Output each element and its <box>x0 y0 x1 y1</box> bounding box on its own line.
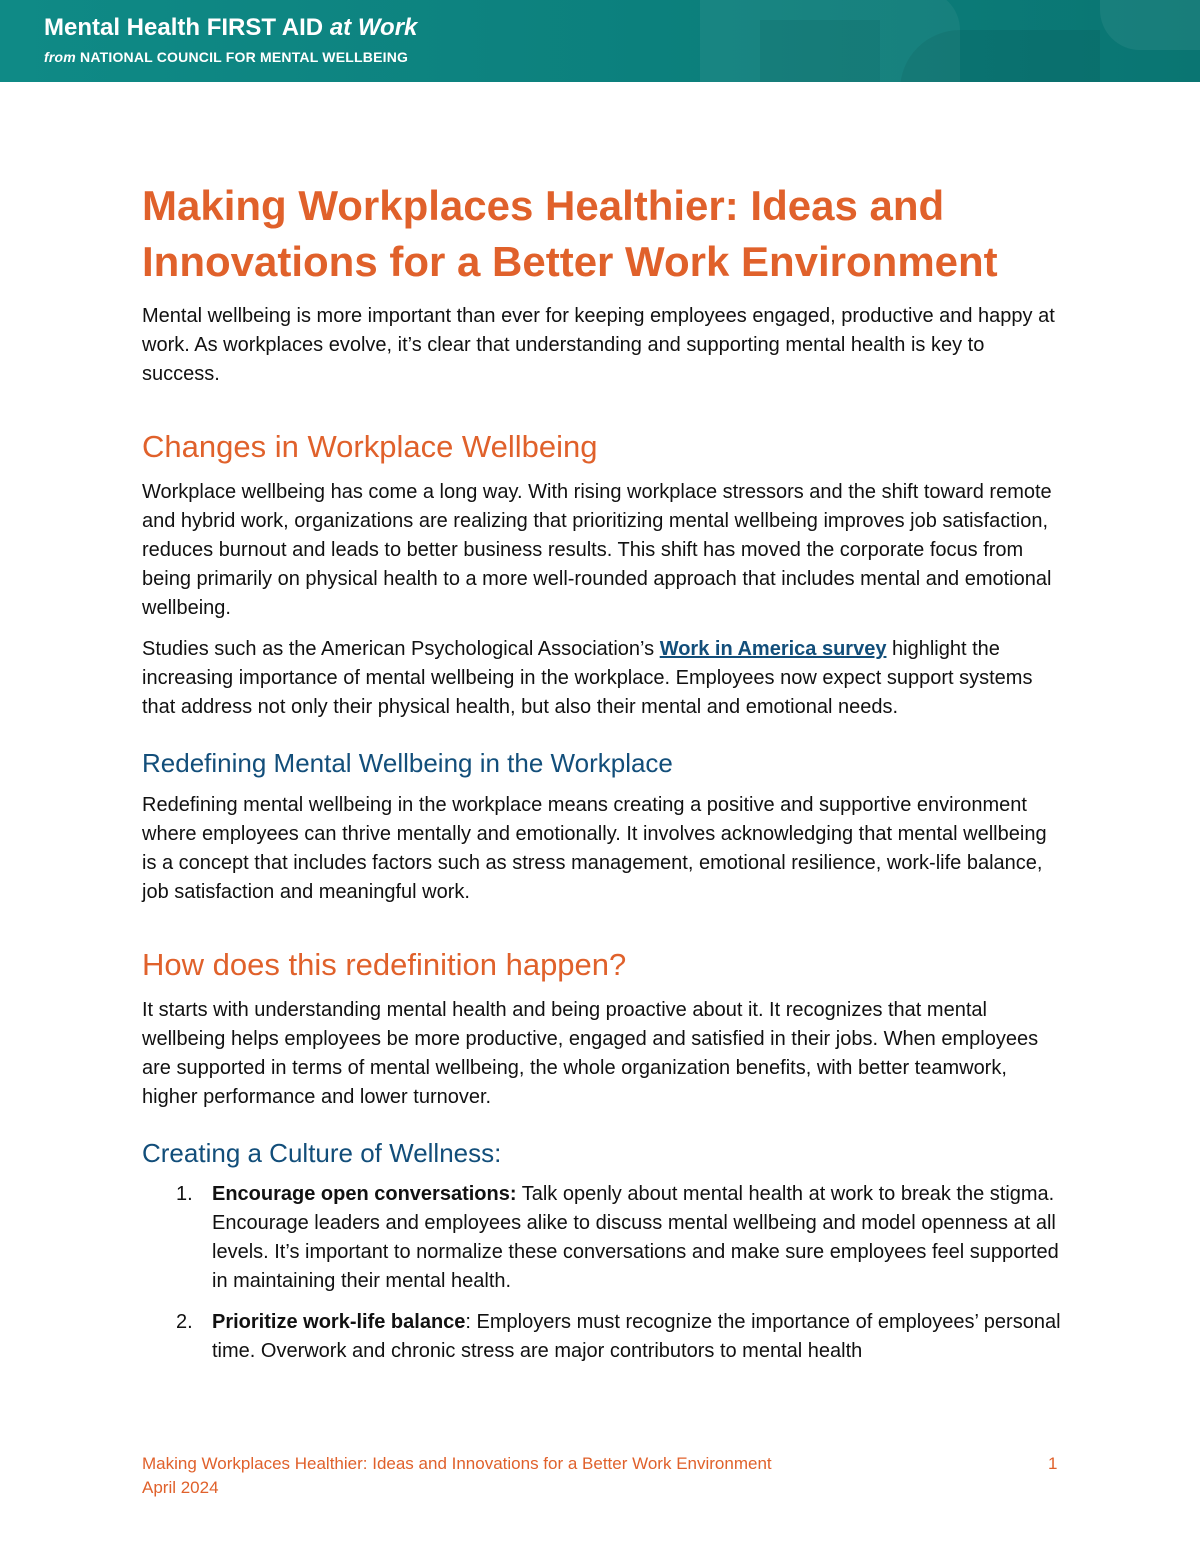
list-item-bold: Encourage open conversations: <box>212 1183 517 1205</box>
paragraph: It starts with understanding mental health and being proactive about it. It recognizes that mental wellbeing helps employees be more productive, engaged and satisfied in their jobs. When employees are supported in terms of mental wellbeing, the whole organization benefits, with better teamwork, higher performance and lower turnover. <box>142 999 1039 1108</box>
footer-date: April 2024 <box>142 1478 219 1497</box>
brand-logo-title <box>44 14 417 42</box>
list-number: 2. <box>176 1311 193 1333</box>
wellness-list <box>142 1180 1062 1366</box>
header-banner <box>0 0 1200 82</box>
list-item-text: Talk openly about mental health at work to break the stigma. Encourage leaders and employees alike to discuss mental wellbeing and model openness at all levels. It’s important to normalize these conversations and make sure employees feel supported in maintaining their mental health. <box>212 1183 1059 1292</box>
brand-sub-org: NATIONAL COUNCIL FOR MENTAL WELLBEING <box>80 49 409 65</box>
brand-logo-subtitle <box>44 49 408 65</box>
paragraph-text: highlight the increasing importance of mental wellbeing in the workplace. Employees now expect support systems that address not only their physical health, but also their mental and emotional needs. <box>142 638 1033 718</box>
brand-sub-from: from <box>44 49 76 65</box>
paragraph: Redefining mental wellbeing in the workplace means creating a positive and supportive environment where employees can thrive mentally and emotionally. It involves acknowledging that mental wellbeing is a concept that includes factors such as stress management, emotional resilience, work-life balance, job satisfaction and meaningful work. <box>142 794 1047 903</box>
work-in-america-survey-link[interactable]: Work in America survey <box>659 638 887 660</box>
brand-title-italic: at Work <box>329 14 418 41</box>
banner-decoration <box>900 30 1100 82</box>
banner-decoration <box>760 20 880 82</box>
page-number: 1 <box>1048 1454 1058 1473</box>
list-item-text: : Employers must recognize the importance of employees’ personal time. Overwork and chronic stress are major contributors to mental health <box>212 1311 1061 1362</box>
subsection-heading-redefining: Redefining Mental Wellbeing in the Workplace <box>142 748 673 778</box>
list-item <box>142 1180 1062 1296</box>
section-heading-redefinition: How does this redefinition happen? <box>142 947 627 982</box>
subsection-heading-culture: Creating a Culture of Wellness: <box>142 1138 502 1168</box>
paragraph-text: Studies such as the American Psychological Association’s <box>142 638 660 660</box>
document-body <box>142 178 1062 1366</box>
paragraph: Workplace wellbeing has come a long way. With rising workplace stressors and the shift toward remote and hybrid work, organizations are realizing that prioritizing mental wellbeing improves job satisfaction, reduces burnout and leads to better business results. This shift has moved the corporate focus from being primarily on physical health to a more well-rounded approach that includes mental and emotional wellbeing. <box>142 481 1052 619</box>
list-item-bold: Prioritize work-life balance <box>212 1311 466 1333</box>
section-heading-changes: Changes in Workplace Wellbeing <box>142 429 598 464</box>
page-title: Making Workplaces Healthier: Ideas and Innovations for a Better Work Environment <box>142 182 998 285</box>
list-item <box>142 1308 1062 1366</box>
banner-decoration <box>1100 0 1200 50</box>
paragraph-with-link <box>142 635 1062 722</box>
intro-paragraph: Mental wellbeing is more important than ever for keeping employees engaged, productive and happy at work. As workplaces evolve, it’s clear that understanding and supporting mental health is key to success. <box>142 305 1055 385</box>
list-number: 1. <box>176 1183 193 1205</box>
footer-title: Making Workplaces Healthier: Ideas and Innovations for a Better Work Environment <box>142 1454 772 1473</box>
brand-title-main: Mental Health FIRST AID <box>44 14 324 41</box>
